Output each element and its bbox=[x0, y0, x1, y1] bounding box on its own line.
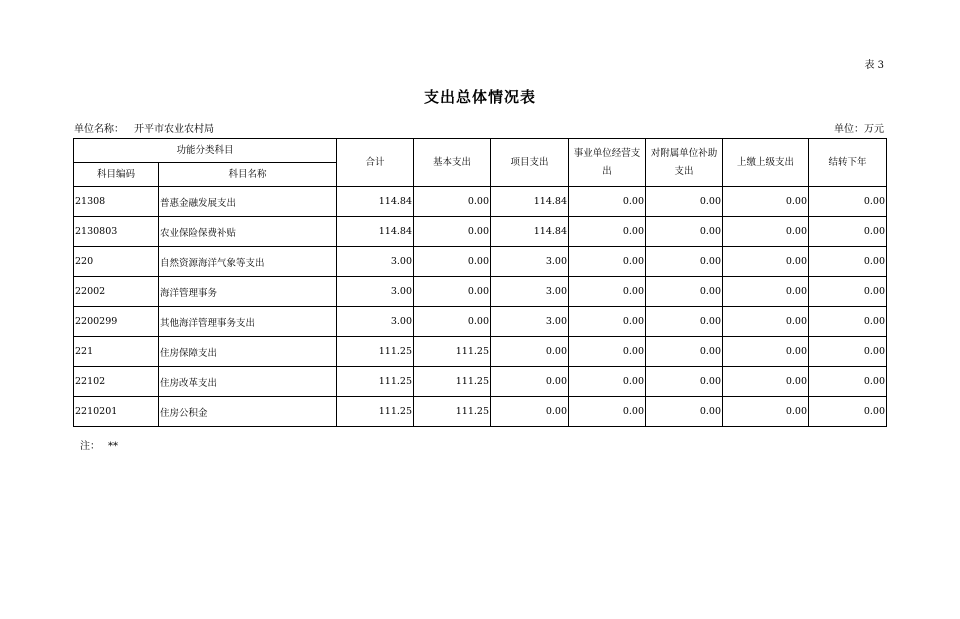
header-code: 科目编码 bbox=[74, 163, 159, 187]
cell-project: 3.00 bbox=[491, 277, 569, 307]
header-project: 项目支出 bbox=[491, 139, 569, 187]
cell-business: 0.00 bbox=[569, 217, 646, 247]
cell-name: 自然资源海洋气象等支出 bbox=[159, 247, 337, 277]
cell-business: 0.00 bbox=[569, 247, 646, 277]
cell-code: 22002 bbox=[74, 277, 159, 307]
cell-name: 农业保险保费补贴 bbox=[159, 217, 337, 247]
header-name: 科目名称 bbox=[159, 163, 337, 187]
cell-code: 2210201 bbox=[74, 397, 159, 427]
table-row bbox=[74, 277, 887, 307]
cell-superior: 0.00 bbox=[723, 337, 809, 367]
cell-carryover: 0.00 bbox=[809, 277, 887, 307]
unit-name-label: 单位名称： bbox=[74, 124, 124, 135]
cell-subsidy: 0.00 bbox=[646, 367, 723, 397]
cell-subsidy: 0.00 bbox=[646, 247, 723, 277]
note-label: 注： bbox=[80, 441, 100, 452]
header-superior: 上缴上级支出 bbox=[723, 139, 809, 187]
cell-project: 3.00 bbox=[491, 247, 569, 277]
cell-code: 22102 bbox=[74, 367, 159, 397]
cell-superior: 0.00 bbox=[723, 367, 809, 397]
cell-superior: 0.00 bbox=[723, 277, 809, 307]
header-subsidy: 对附属单位补助支出 bbox=[646, 139, 723, 187]
cell-carryover: 0.00 bbox=[809, 217, 887, 247]
header-carryover: 结转下年 bbox=[809, 139, 887, 187]
table-row bbox=[74, 187, 887, 217]
cell-total: 114.84 bbox=[337, 217, 414, 247]
cell-project: 0.00 bbox=[491, 337, 569, 367]
cell-name: 住房公积金 bbox=[159, 397, 337, 427]
cell-subsidy: 0.00 bbox=[646, 397, 723, 427]
cell-project: 114.84 bbox=[491, 187, 569, 217]
cell-project: 114.84 bbox=[491, 217, 569, 247]
cell-subsidy: 0.00 bbox=[646, 187, 723, 217]
cell-superior: 0.00 bbox=[723, 187, 809, 217]
unit-measure: 单位：万元 bbox=[834, 124, 884, 135]
header-basic: 基本支出 bbox=[414, 139, 491, 187]
cell-carryover: 0.00 bbox=[809, 367, 887, 397]
cell-name: 住房改革支出 bbox=[159, 367, 337, 397]
cell-basic: 0.00 bbox=[414, 307, 491, 337]
cell-project: 3.00 bbox=[491, 307, 569, 337]
expenditure-table bbox=[73, 138, 887, 427]
table-row bbox=[74, 217, 887, 247]
header-total: 合计 bbox=[337, 139, 414, 187]
cell-basic: 0.00 bbox=[414, 277, 491, 307]
table-row bbox=[74, 337, 887, 367]
cell-subsidy: 0.00 bbox=[646, 277, 723, 307]
header-function-group: 功能分类科目 bbox=[74, 139, 337, 163]
cell-superior: 0.00 bbox=[723, 307, 809, 337]
cell-name: 普惠金融发展支出 bbox=[159, 187, 337, 217]
cell-total: 111.25 bbox=[337, 367, 414, 397]
cell-basic: 111.25 bbox=[414, 367, 491, 397]
table-number: 表 3 bbox=[864, 60, 884, 71]
cell-total: 3.00 bbox=[337, 277, 414, 307]
cell-code: 2130803 bbox=[74, 217, 159, 247]
cell-basic: 0.00 bbox=[414, 247, 491, 277]
table-row bbox=[74, 247, 887, 277]
cell-superior: 0.00 bbox=[723, 397, 809, 427]
cell-carryover: 0.00 bbox=[809, 307, 887, 337]
cell-carryover: 0.00 bbox=[809, 397, 887, 427]
cell-total: 3.00 bbox=[337, 307, 414, 337]
table-row bbox=[74, 397, 887, 427]
cell-business: 0.00 bbox=[569, 337, 646, 367]
cell-name: 住房保障支出 bbox=[159, 337, 337, 367]
cell-code: 221 bbox=[74, 337, 159, 367]
cell-project: 0.00 bbox=[491, 397, 569, 427]
cell-code: 21308 bbox=[74, 187, 159, 217]
cell-total: 111.25 bbox=[337, 397, 414, 427]
unit-name bbox=[74, 120, 214, 135]
unit-name-value: 开平市农业农村局 bbox=[134, 124, 214, 135]
cell-superior: 0.00 bbox=[723, 217, 809, 247]
cell-code: 220 bbox=[74, 247, 159, 277]
cell-total: 114.84 bbox=[337, 187, 414, 217]
cell-total: 111.25 bbox=[337, 337, 414, 367]
cell-business: 0.00 bbox=[569, 397, 646, 427]
cell-carryover: 0.00 bbox=[809, 247, 887, 277]
cell-subsidy: 0.00 bbox=[646, 217, 723, 247]
header-business: 事业单位经营支出 bbox=[569, 139, 646, 187]
table-row bbox=[74, 367, 887, 397]
cell-name: 其他海洋管理事务支出 bbox=[159, 307, 337, 337]
note-value: ** bbox=[108, 441, 118, 452]
cell-total: 3.00 bbox=[337, 247, 414, 277]
cell-subsidy: 0.00 bbox=[646, 337, 723, 367]
cell-business: 0.00 bbox=[569, 307, 646, 337]
cell-code: 2200299 bbox=[74, 307, 159, 337]
cell-subsidy: 0.00 bbox=[646, 307, 723, 337]
cell-name: 海洋管理事务 bbox=[159, 277, 337, 307]
cell-basic: 111.25 bbox=[414, 337, 491, 367]
cell-carryover: 0.00 bbox=[809, 337, 887, 367]
cell-business: 0.00 bbox=[569, 367, 646, 397]
page-title: 支出总体情况表 bbox=[423, 88, 536, 106]
cell-carryover: 0.00 bbox=[809, 187, 887, 217]
cell-basic: 111.25 bbox=[414, 397, 491, 427]
cell-business: 0.00 bbox=[569, 277, 646, 307]
cell-business: 0.00 bbox=[569, 187, 646, 217]
cell-basic: 0.00 bbox=[414, 187, 491, 217]
table-row bbox=[74, 307, 887, 337]
footnote bbox=[80, 437, 118, 452]
cell-superior: 0.00 bbox=[723, 247, 809, 277]
cell-project: 0.00 bbox=[491, 367, 569, 397]
cell-basic: 0.00 bbox=[414, 217, 491, 247]
